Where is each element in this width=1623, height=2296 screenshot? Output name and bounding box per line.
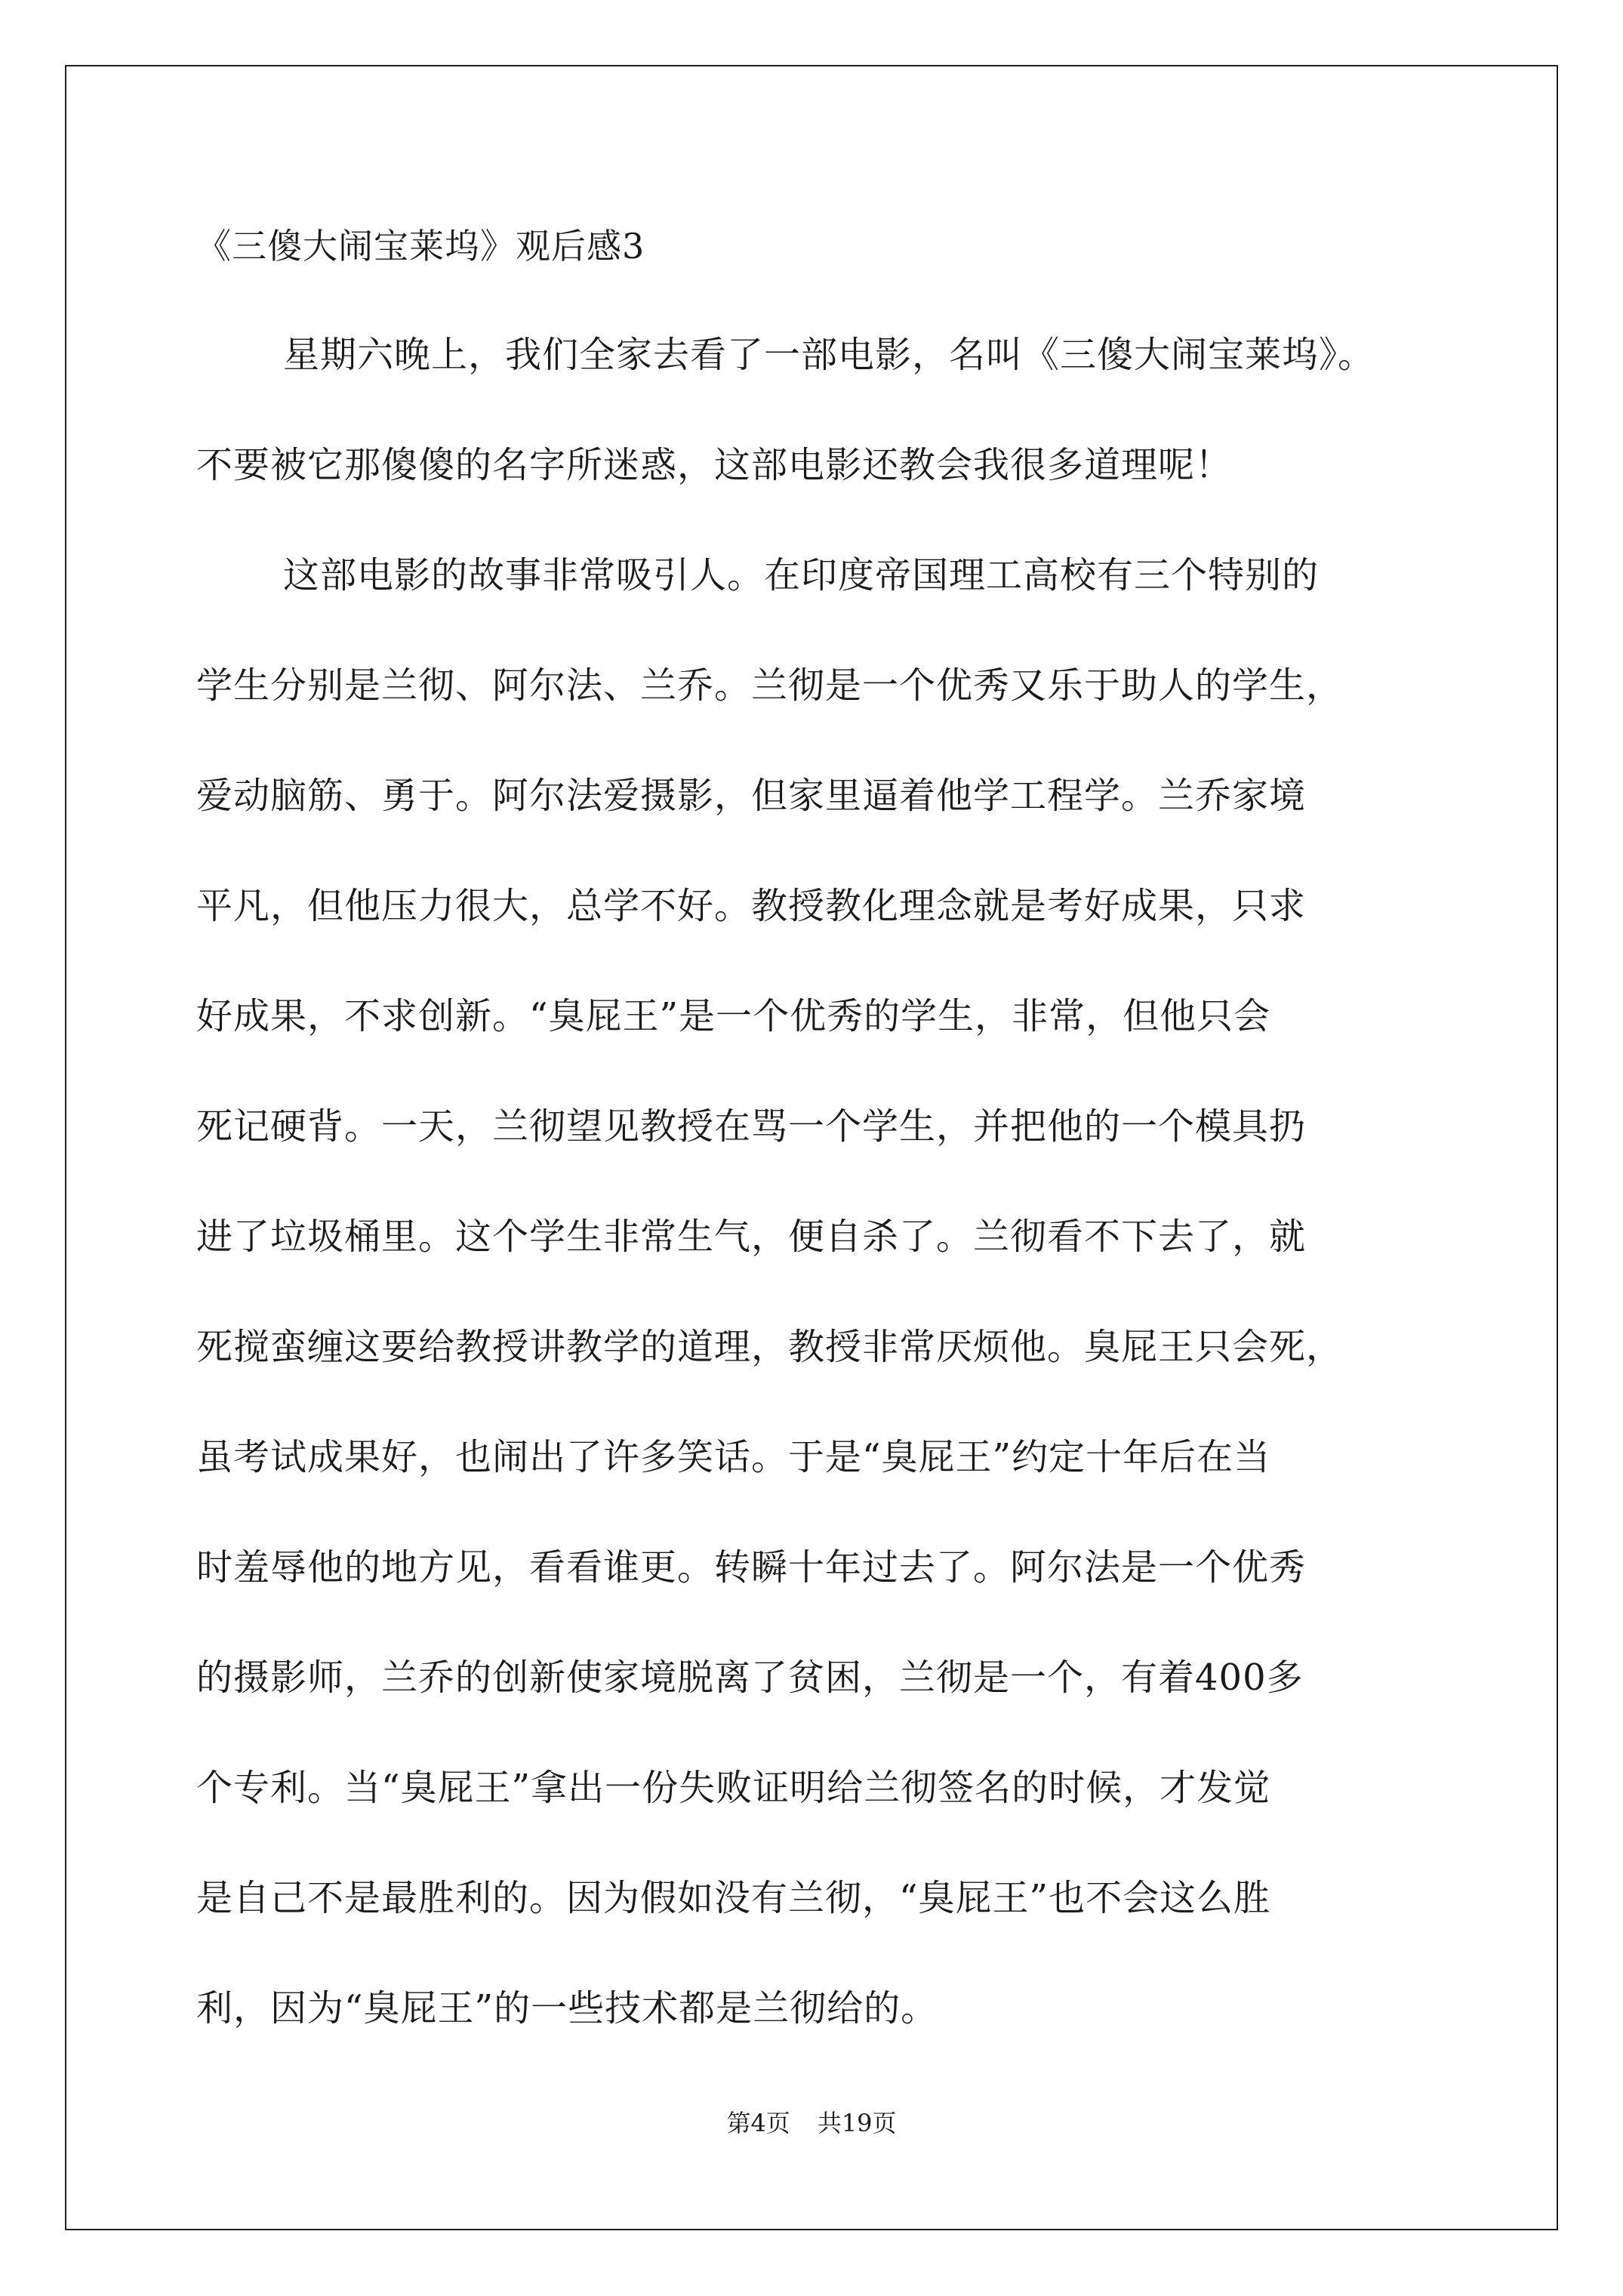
paragraph-line: 好成果，不求创新。“臭屁王”是一个优秀的学生，非常，但他只会: [196, 995, 1271, 1037]
paragraph-line: 星期六晚上，我们全家去看了一部电影，名叫《三傻大闹宝莱坞》。: [283, 334, 1375, 376]
paragraph-line: 是自己不是最胜利的。因为假如没有兰彻，“臭屁王”也不会这么胜: [196, 1877, 1271, 1919]
paragraph-line: 的摄影师，兰乔的创新使家境脱离了贫困，兰彻是一个，有着400多: [196, 1657, 1304, 1699]
paragraph-line: 虽考试成果好，也闹出了许多笑话。于是“臭屁王”约定十年后在当: [196, 1436, 1271, 1478]
paragraph-line: 这部电影的故事非常吸引人。在印度帝国理工高校有三个特别的: [283, 554, 1320, 596]
paragraph-line: 进了垃圾桶里。这个学生非常生气，便自杀了。兰彻看不下去了，就: [196, 1216, 1307, 1258]
paragraph-line: 个专利。当“臭屁王”拿出一份失败证明给兰彻签名的时候，才发觉: [196, 1767, 1271, 1809]
paragraph-line: 平凡，但他压力很大，总学不好。教授教化理念就是考好成果，只求: [196, 885, 1307, 927]
paragraph-line: 利，因为“臭屁王”的一些技术都是兰彻给的。: [196, 1987, 938, 2029]
page-number: 第4页: [726, 2109, 790, 2137]
paragraph-line: 时羞辱他的地方见，看看谁更。转瞬十年过去了。阿尔法是一个优秀: [196, 1546, 1307, 1589]
paragraph-line: 死记硬背。一天，兰彻望见教授在骂一个学生，并把他的一个模具扔: [196, 1105, 1307, 1148]
document-title: 《三傻大闹宝莱坞》观后感3: [196, 226, 645, 267]
page-footer: [0, 2108, 1623, 2138]
paragraph-line: 爱动脑筋、勇于。阿尔法爱摄影，但家里逼着他学工程学。兰乔家境: [196, 775, 1307, 817]
page-total: 共19页: [817, 2109, 897, 2137]
paragraph-line: 死搅蛮缠这要给教授讲教学的道理，教授非常厌烦他。臭屁王只会死，: [196, 1326, 1344, 1368]
paragraph-line: 学生分别是兰彻、阿尔法、兰乔。兰彻是一个优秀又乐于助人的学生，: [196, 664, 1344, 707]
paragraph-line: 不要被它那傻傻的名字所迷惑，这部电影还教会我很多道理呢！: [196, 444, 1233, 486]
